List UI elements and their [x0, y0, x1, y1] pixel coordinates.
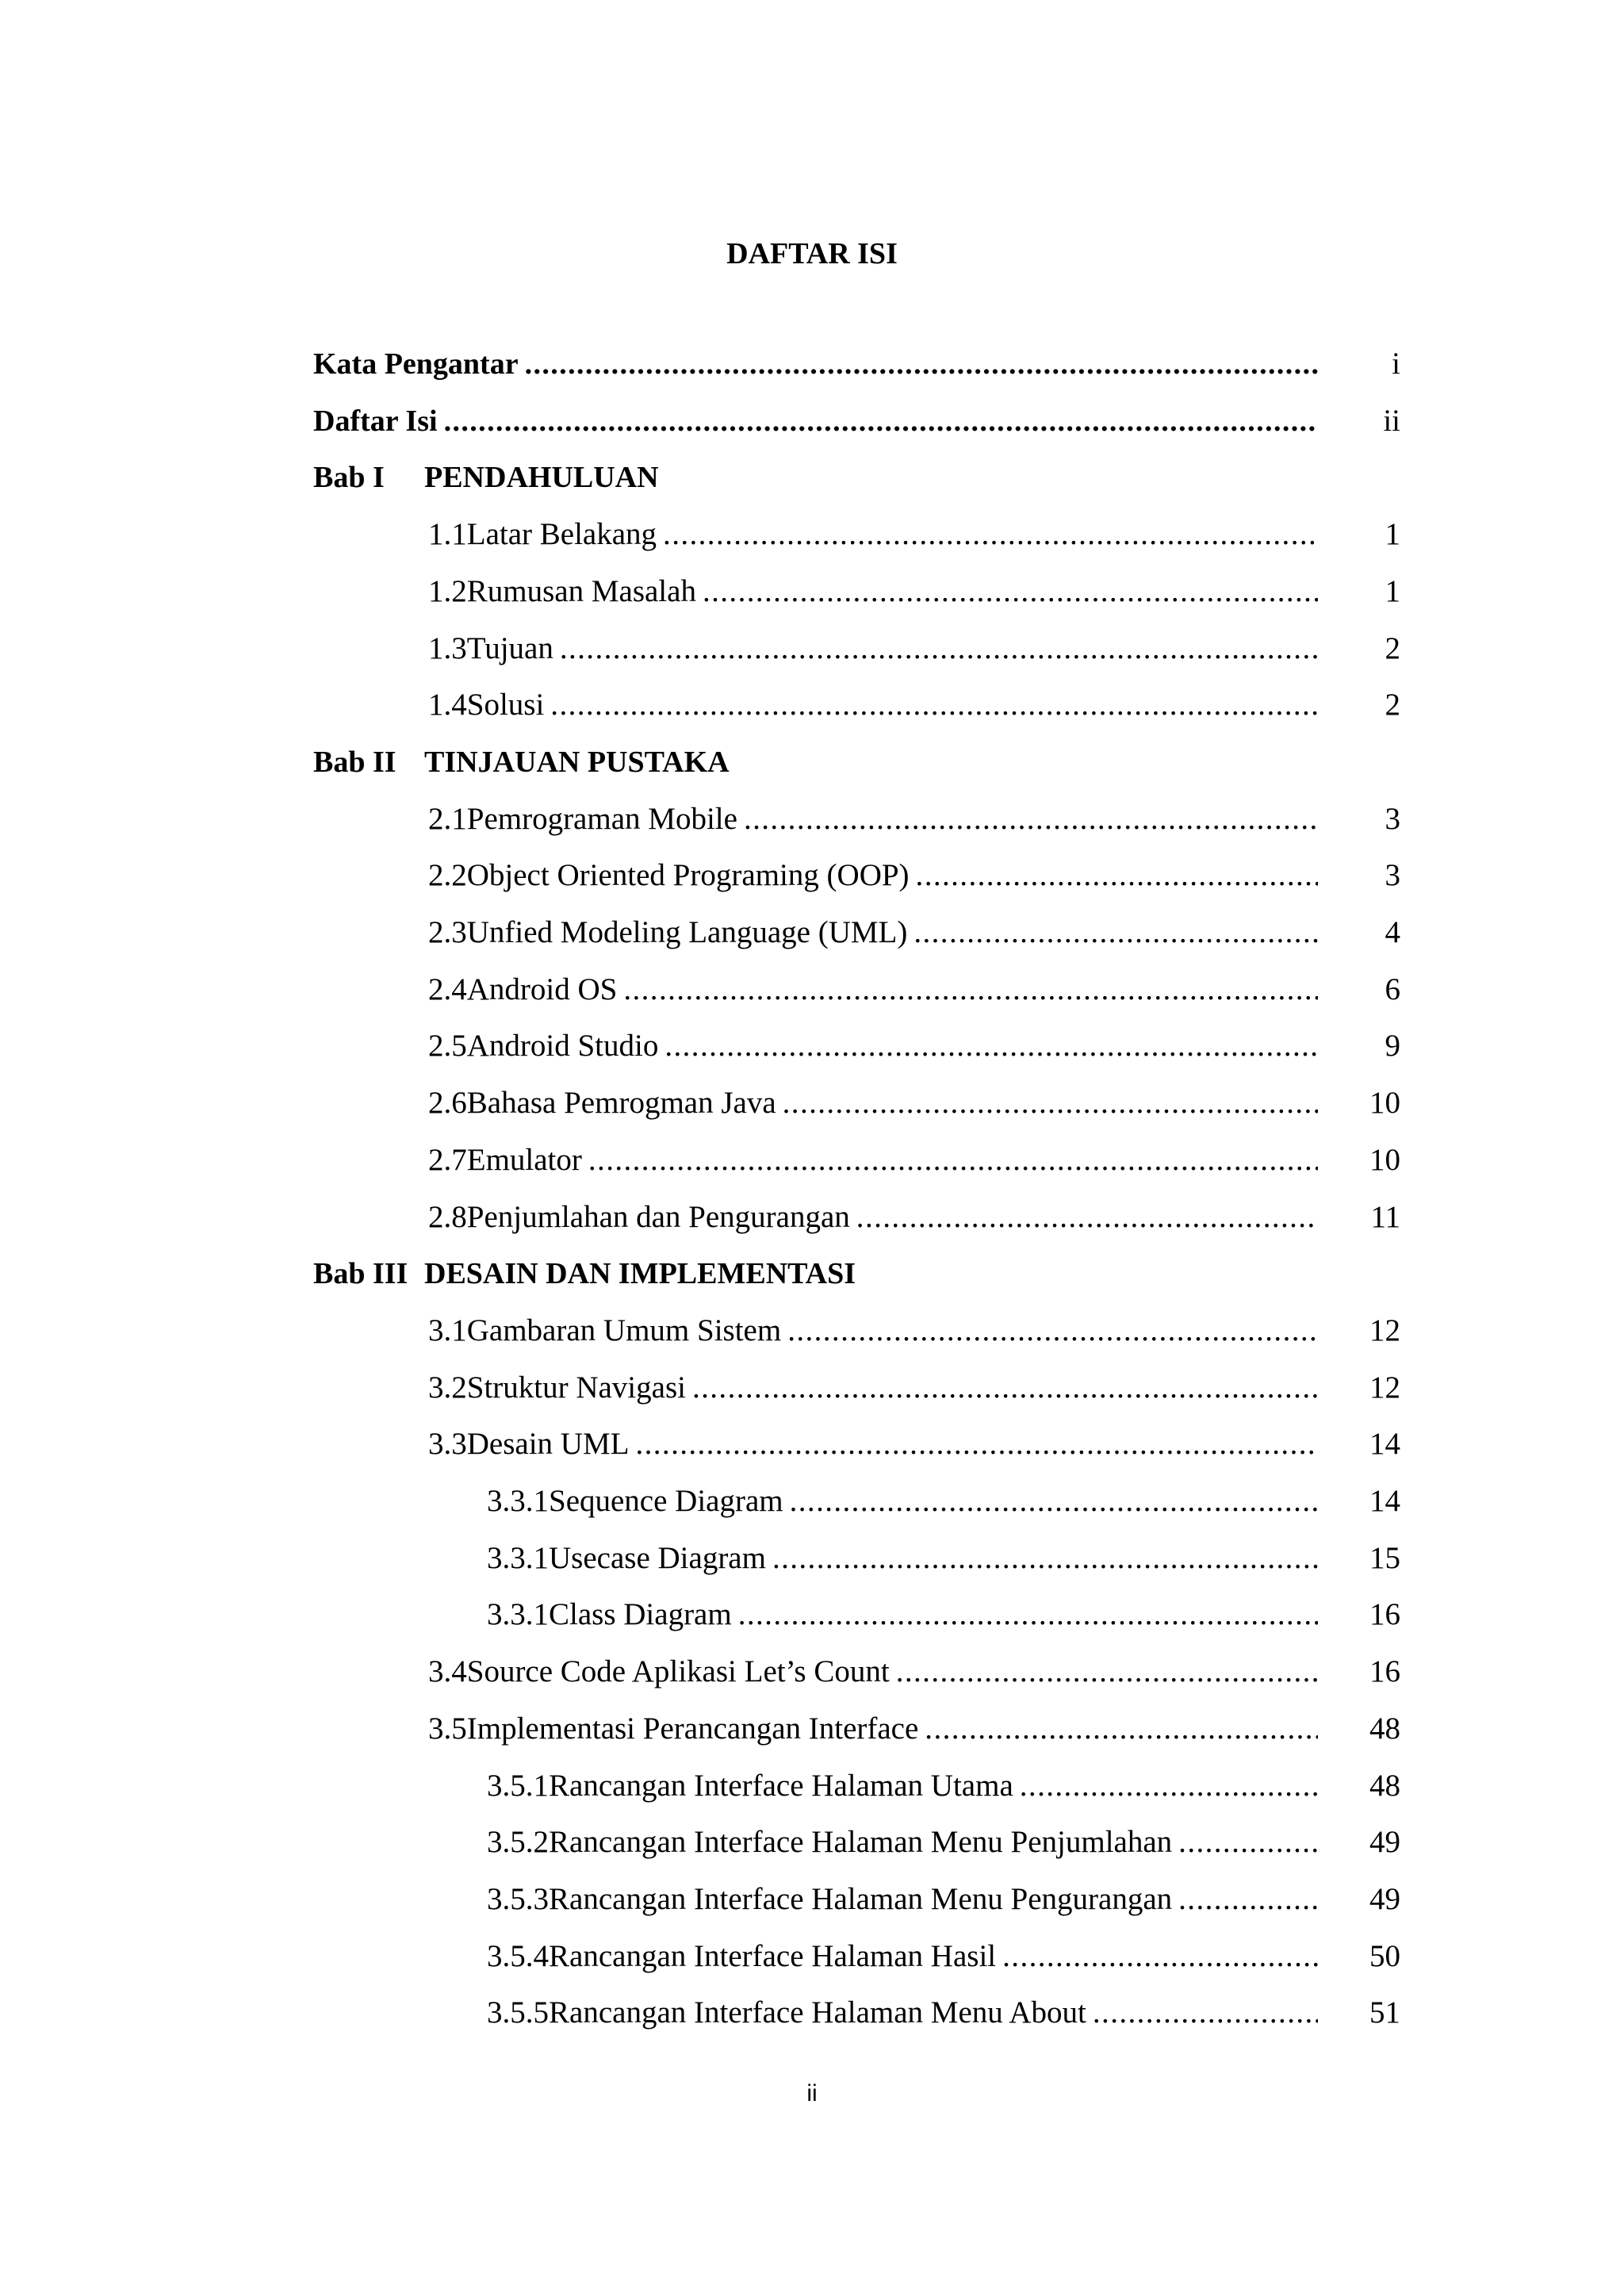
toc-entry-title: Solusi — [466, 688, 545, 723]
toc-entry — [0, 1021, 1624, 1078]
toc-entry-number: 3.3.1 — [487, 1597, 549, 1632]
toc-entry-title: DESAIN DAN IMPLEMENTASI — [424, 1257, 856, 1291]
toc-entry-page: 15 — [1369, 1540, 1400, 1575]
toc-entry — [0, 452, 1624, 509]
toc-entry-number: 3.5.4 — [487, 1938, 549, 1973]
toc-entry-title: Unfied Modeling Language (UML) — [466, 915, 908, 949]
toc-entry-title: Desain UML — [466, 1427, 630, 1462]
toc-entry-page: 49 — [1369, 1825, 1400, 1860]
dot-leader — [692, 1363, 1318, 1413]
toc-entry-title: PENDAHULUAN — [424, 461, 659, 495]
toc-entry — [0, 680, 1624, 737]
toc-entry-title: TINJAUAN PUSTAKA — [424, 745, 730, 779]
dot-leader — [635, 1419, 1318, 1470]
dot-leader — [1020, 1761, 1318, 1811]
toc-entry-page: 12 — [1369, 1313, 1400, 1347]
toc-entry — [0, 1987, 1624, 2045]
dot-leader — [665, 1021, 1318, 1071]
toc-entry — [0, 1704, 1624, 1761]
dot-leader — [783, 1078, 1318, 1129]
toc-entry-title: Usecase Diagram — [549, 1540, 766, 1575]
toc-entry-title: Gambaran Umum Sistem — [466, 1313, 782, 1347]
dot-leader — [703, 566, 1318, 617]
toc-entry-number: Bab I — [313, 461, 385, 495]
toc-entry-number: 3.5 — [428, 1711, 467, 1746]
toc-entry-title: Tujuan — [466, 631, 553, 665]
toc-entry-number: 1.3 — [428, 631, 467, 665]
toc-entry-number: 3.5.2 — [487, 1825, 549, 1860]
toc-entry-title: Implementasi Perancangan Interface — [466, 1711, 919, 1746]
toc-entry-number: Bab II — [313, 745, 396, 779]
dot-leader — [1002, 1931, 1318, 1982]
toc-entry — [0, 1305, 1624, 1363]
toc-entry-page: 1 — [1385, 573, 1400, 608]
toc-entry — [0, 1533, 1624, 1590]
dot-leader — [623, 964, 1318, 1015]
toc-entry-number: 3.5.3 — [487, 1881, 549, 1916]
toc-entry-title: Kata Pengantar — [313, 347, 519, 381]
toc-entry — [0, 1135, 1624, 1192]
dot-leader — [787, 1305, 1318, 1356]
toc-entry-title: Object Oriented Programing (OOP) — [466, 858, 910, 893]
toc-entry — [0, 1646, 1624, 1704]
dot-leader — [916, 850, 1318, 901]
toc-entry — [0, 1192, 1624, 1249]
toc-entry-title: Sequence Diagram — [549, 1484, 783, 1518]
toc-entry-page: 48 — [1369, 1711, 1400, 1746]
dot-leader — [914, 907, 1318, 958]
toc-entry-number: 3.3.1 — [487, 1540, 549, 1575]
dot-leader — [588, 1135, 1318, 1186]
dot-leader — [1178, 1817, 1318, 1868]
dot-leader — [663, 509, 1318, 560]
toc-entry-title: Struktur Navigasi — [466, 1370, 686, 1405]
dot-leader — [738, 1589, 1318, 1640]
toc-entry-number: 3.1 — [428, 1313, 467, 1347]
toc-entry-title: Bahasa Pemrogman Java — [466, 1086, 776, 1121]
toc-entry — [0, 1874, 1624, 1931]
toc-entry-page: 2 — [1385, 688, 1400, 723]
toc-entry-number: 3.5.5 — [487, 1995, 549, 2030]
toc-entry-number: 3.3.1 — [487, 1484, 549, 1518]
toc-entry-page: 12 — [1369, 1370, 1400, 1405]
toc-entry-number: 2.3 — [428, 915, 467, 949]
dot-leader — [772, 1533, 1318, 1584]
toc-entry — [0, 794, 1624, 851]
toc-entry-number: 2.8 — [428, 1199, 467, 1234]
toc-entry-title: Penjumlahan dan Pengurangan — [466, 1199, 850, 1234]
toc-entry-page: 2 — [1385, 631, 1400, 665]
toc-entry-page: 9 — [1385, 1029, 1400, 1064]
dot-leader — [560, 623, 1318, 674]
toc-entry — [0, 1476, 1624, 1533]
dot-leader — [790, 1476, 1318, 1527]
toc-entry — [0, 850, 1624, 907]
toc-entry-page: i — [1392, 347, 1400, 381]
toc-entry-number: 3.4 — [428, 1654, 467, 1689]
toc-entry-number: 3.3 — [428, 1427, 467, 1462]
toc-entry-number: 3.5.1 — [487, 1768, 549, 1803]
toc-entry — [0, 1761, 1624, 1818]
dot-leader — [744, 794, 1318, 845]
dot-leader — [1178, 1874, 1318, 1925]
toc-entry — [0, 1817, 1624, 1874]
toc-entry-title: Latar Belakang — [466, 517, 657, 552]
toc-entry — [0, 1589, 1624, 1646]
toc-entry-page: 4 — [1385, 915, 1400, 949]
toc-entry-title: Rancangan Interface Halaman Utama — [549, 1768, 1013, 1803]
toc-entry-number: 1.1 — [428, 517, 467, 552]
toc-entry — [0, 623, 1624, 680]
toc-entry — [0, 1931, 1624, 1988]
toc-entry-page: 10 — [1369, 1142, 1400, 1177]
toc-entry-number: 3.2 — [428, 1370, 467, 1405]
toc-entry — [0, 907, 1624, 964]
dot-leader — [1093, 1987, 1318, 2038]
page-number-footer: ii — [806, 2080, 818, 2106]
toc-entry-title: Android Studio — [466, 1029, 659, 1064]
toc-entry-page: 11 — [1370, 1199, 1400, 1234]
toc-entry — [0, 1419, 1624, 1476]
toc-entry-number: 1.2 — [428, 573, 467, 608]
toc-entry-title: Rancangan Interface Halaman Menu Penjumlahan — [549, 1825, 1173, 1860]
toc-entry-number: 2.2 — [428, 858, 467, 893]
dot-leader — [525, 339, 1318, 389]
toc-entry-page: 14 — [1369, 1484, 1400, 1518]
toc-entry-title: Daftar Isi — [313, 404, 438, 438]
toc-entry-page: 51 — [1369, 1995, 1400, 2030]
dot-leader — [444, 396, 1318, 447]
toc-entry — [0, 737, 1624, 794]
toc-entry — [0, 1248, 1624, 1305]
toc-entry-title: Emulator — [466, 1142, 582, 1177]
toc-entry-title: Pemrograman Mobile — [466, 801, 737, 836]
toc-entry-number: 1.4 — [428, 688, 467, 723]
toc-entry-title: Rancangan Interface Halaman Menu About — [549, 1995, 1086, 2030]
toc-entry — [0, 1363, 1624, 1420]
toc-entry — [0, 964, 1624, 1022]
toc-entry-number: 2.4 — [428, 972, 467, 1006]
dot-leader — [896, 1646, 1318, 1697]
toc-entry-page: 48 — [1369, 1768, 1400, 1803]
toc-entry-page: 16 — [1369, 1654, 1400, 1689]
toc-entry-number: 2.5 — [428, 1029, 467, 1064]
toc-entry-title: Rancangan Interface Halaman Menu Pengurangan — [549, 1881, 1173, 1916]
toc-entry-number: 2.7 — [428, 1142, 467, 1177]
toc-entry — [0, 1078, 1624, 1135]
toc-entry-page: 1 — [1385, 517, 1400, 552]
toc-entry — [0, 509, 1624, 566]
page-title: DAFTAR ISI — [726, 237, 898, 270]
dot-leader — [856, 1192, 1318, 1243]
toc-entry — [0, 566, 1624, 623]
toc-entry-page: ii — [1383, 403, 1400, 438]
toc-entry-number: Bab III — [313, 1257, 408, 1291]
toc-entry-page: 3 — [1385, 858, 1400, 893]
toc-entry-page: 3 — [1385, 801, 1400, 836]
toc-entry-title: Rumusan Masalah — [466, 573, 696, 608]
toc-entry-page: 50 — [1369, 1938, 1400, 1973]
dot-leader — [925, 1704, 1318, 1754]
dot-leader — [550, 680, 1318, 730]
toc-entry-title: Rancangan Interface Halaman Hasil — [549, 1938, 997, 1973]
toc-entry-number: 2.1 — [428, 801, 467, 836]
toc-entry-page: 6 — [1385, 972, 1400, 1006]
toc-entry-title: Class Diagram — [549, 1597, 732, 1632]
toc-entry-page: 14 — [1369, 1427, 1400, 1462]
toc-entry-page: 16 — [1369, 1597, 1400, 1632]
toc-entry — [0, 396, 1624, 453]
toc-entry-page: 49 — [1369, 1881, 1400, 1916]
toc-entry-title: Source Code Aplikasi Let’s Count — [466, 1654, 890, 1689]
toc-entry-number: 2.6 — [428, 1086, 467, 1121]
toc-entry — [0, 339, 1624, 396]
toc-entry-page: 10 — [1369, 1086, 1400, 1121]
toc-entry-title: Android OS — [466, 972, 618, 1006]
